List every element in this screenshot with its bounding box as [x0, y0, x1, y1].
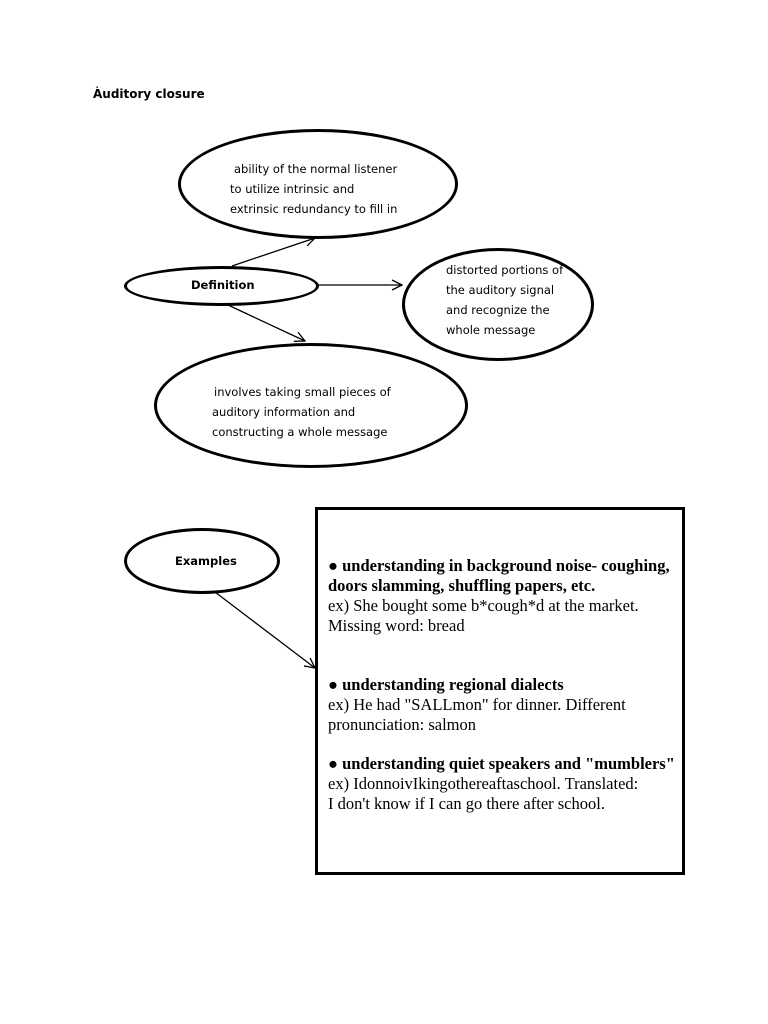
arrow-to-bottom-ellipse [228, 305, 305, 341]
example-heading: ● understanding in background noise- coughing, doors slamming, shuffling papers, etc. [328, 556, 670, 595]
example-sentence: ex) IdonnoivIkingothereaftaschool. Translated: [328, 774, 639, 793]
definition-part-bottom-text [212, 382, 391, 442]
example-heading: ● understanding quiet speakers and "mumblers" [328, 754, 675, 773]
page-title: Àuditory closure [93, 87, 205, 101]
example-heading: ● understanding regional dialects [328, 675, 564, 694]
arrow-to-examples-box [215, 592, 315, 668]
example-note: Missing word: bread [328, 616, 465, 635]
definition-line: auditory information and [212, 405, 356, 419]
definition-line: the auditory signal [446, 283, 555, 297]
definition-line: distorted portions of [446, 263, 564, 277]
arrow-to-top-ellipse [232, 238, 315, 266]
example-item [328, 556, 678, 636]
definition-line: and recognize the [446, 303, 550, 317]
definition-part-top-text [230, 159, 397, 219]
definition-line: whole message [446, 323, 536, 337]
definition-part-right-text [446, 260, 563, 340]
example-note: I don't know if I can go there after school. [328, 794, 605, 813]
definition-line: involves taking small pieces of [214, 385, 391, 399]
example-item [328, 754, 678, 814]
example-sentence: ex) She bought some b*cough*d at the market. [328, 596, 639, 615]
definition-line: extrinsic redundancy to fill in [230, 202, 398, 216]
definition-line: ability of the normal listener [234, 162, 398, 176]
example-sentence: ex) He had "SALLmon" for dinner. Different pronunciation: salmon [328, 695, 626, 734]
definition-line: to utilize intrinsic and [230, 182, 355, 196]
examples-node-label: Examples [175, 554, 237, 568]
example-item [328, 675, 678, 735]
definition-node-label: Definition [191, 278, 255, 292]
definition-line: constructing a whole message [212, 425, 388, 439]
examples-box [315, 507, 685, 875]
